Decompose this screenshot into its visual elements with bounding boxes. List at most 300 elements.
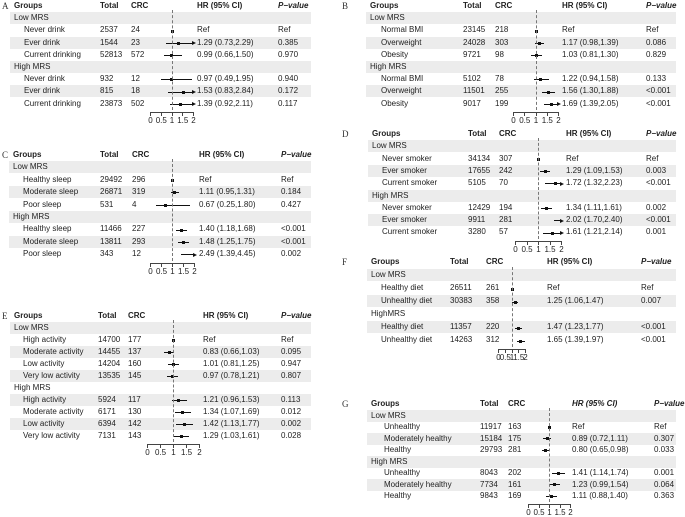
hr-value: Ref	[547, 283, 560, 292]
crc-value: 312	[486, 335, 500, 344]
hr-point	[177, 399, 180, 402]
axis-tick-label: 0	[148, 115, 153, 125]
group-header-row	[10, 322, 311, 334]
crc-value: 4	[132, 199, 137, 209]
hr-point	[547, 91, 550, 94]
arrow-right-icon	[192, 41, 196, 45]
crc-value: 303	[495, 37, 509, 47]
p-value: Ref	[281, 174, 294, 184]
row-label: Never drink	[24, 25, 65, 35]
p-value: 0.113	[281, 395, 301, 404]
crc-value: 78	[495, 74, 504, 84]
total-value: 52813	[100, 49, 123, 59]
table-row	[10, 334, 311, 346]
table-row	[366, 37, 676, 49]
axis-tick-label: 0	[145, 448, 150, 457]
total-value: 14700	[98, 335, 121, 344]
group-header-row	[367, 269, 676, 281]
axis-tick-label: 0	[511, 115, 516, 125]
row-label: Poor sleep	[23, 249, 62, 259]
table-row	[366, 98, 676, 110]
row-label: Normal BMI	[381, 25, 424, 35]
hr-point	[545, 207, 548, 210]
p-value: 0.002	[281, 419, 302, 428]
total-value: 11917	[480, 422, 502, 431]
axis-tick-label: 1.5	[541, 115, 553, 125]
header-row	[371, 398, 685, 410]
header-row	[371, 256, 680, 268]
crc-value: 307	[499, 153, 513, 163]
hr-point	[539, 78, 542, 81]
hr-value: 2.49 (1.39,4.45)	[199, 249, 256, 259]
hr-value: 1.17 (0.98,1.39)	[562, 37, 619, 47]
column-header-crc: CRC	[499, 129, 517, 138]
hr-value: 0.83 (0.66,1.03)	[203, 347, 260, 356]
p-value: 0.002	[281, 249, 302, 259]
p-value: 0.807	[281, 371, 302, 380]
p-value: <0.001	[646, 86, 671, 96]
ci-line	[161, 79, 192, 80]
hr-point	[519, 340, 522, 343]
column-header-p: P−value	[281, 150, 312, 159]
header-row	[13, 149, 315, 161]
row-label: Current smoker	[382, 178, 438, 188]
crc-value: 130	[128, 407, 142, 416]
crc-value: 57	[499, 227, 508, 237]
hr-value: 1.11 (0.95,1.31)	[199, 187, 255, 197]
total-value: 11501	[463, 86, 485, 96]
p-value: 0.829	[646, 49, 667, 59]
crc-value: 572	[131, 49, 145, 59]
reference-line	[549, 408, 550, 502]
hr-point	[180, 435, 183, 438]
hr-value: 1.29 (1.09,1.53)	[566, 165, 623, 175]
total-value: 14263	[450, 335, 473, 344]
group-header-row	[366, 12, 676, 24]
row-label: High activity	[23, 395, 67, 404]
total-value: 12429	[468, 202, 491, 212]
p-value: 0.003	[646, 165, 667, 175]
crc-value: 163	[508, 422, 522, 431]
p-value: 0.307	[654, 433, 675, 443]
p-value: 0.001	[654, 468, 675, 477]
arrow-right-icon	[557, 102, 561, 106]
axis-tick-label: 0	[526, 507, 531, 517]
column-header-crc: CRC	[128, 311, 146, 320]
crc-value: 12	[132, 249, 141, 259]
crc-value: 98	[495, 49, 504, 59]
group-label: Low MRS	[13, 162, 48, 172]
p-value: <0.001	[646, 98, 671, 108]
crc-value: 220	[486, 322, 500, 331]
total-value: 7734	[480, 479, 498, 489]
group-label: High MRS	[372, 190, 409, 200]
group-label: Low MRS	[370, 13, 405, 23]
column-header-hr: HR (95% CI)	[566, 129, 612, 138]
table-row	[368, 165, 676, 177]
row-label: Healthy	[384, 491, 412, 500]
total-value: 17655	[468, 165, 491, 175]
p-value: 0.947	[281, 359, 302, 368]
crc-value: 255	[495, 86, 509, 96]
hr-value: 1.42 (1.13,1.77)	[203, 419, 260, 428]
crc-value: 218	[495, 25, 509, 35]
table-row	[10, 98, 311, 110]
total-value: 14455	[98, 347, 121, 356]
table-row	[10, 406, 311, 418]
arrow-right-icon	[560, 231, 564, 235]
row-label: Moderate sleep	[23, 236, 79, 246]
hr-value: 1.23 (0.99,1.54)	[572, 479, 629, 489]
p-value: 0.184	[281, 187, 302, 197]
row-label: Very low activity	[23, 371, 80, 380]
column-header-groups: Groups	[14, 1, 43, 10]
axis-tick-label: 2	[192, 266, 197, 276]
group-label: Low MRS	[14, 323, 49, 332]
column-header-p: P−value	[281, 311, 312, 320]
axis-tick-label: 1.5	[513, 353, 525, 362]
hr-point	[550, 103, 553, 106]
total-value: 11357	[450, 322, 472, 331]
axis-tick-label: 1.5	[180, 448, 193, 457]
table-row	[367, 421, 676, 433]
group-header-row	[368, 190, 676, 202]
axis-tick-label: 2	[556, 115, 561, 125]
row-label: Unhealthy	[384, 468, 421, 477]
p-value: 0.001	[646, 227, 667, 237]
row-label: Ever drink	[24, 37, 61, 47]
total-value: 8043	[480, 468, 498, 477]
hr-point	[173, 191, 176, 194]
hr-value: 1.03 (0.81,1.30)	[562, 49, 619, 59]
table-row	[10, 346, 311, 358]
total-value: 13535	[98, 371, 121, 380]
group-header-row	[367, 456, 676, 468]
column-header-crc: CRC	[131, 1, 149, 10]
hr-value: 0.97 (0.49,1.95)	[197, 74, 254, 84]
group-header-row	[9, 161, 311, 173]
axis-tick-label: 1.5	[544, 244, 556, 254]
hr-point	[551, 232, 554, 235]
group-label: High MRS	[370, 62, 407, 71]
axis-tick-label: 1.5	[554, 507, 566, 517]
crc-value: 24	[131, 25, 140, 35]
table-row	[367, 490, 676, 502]
group-label: Low MRS	[14, 13, 49, 23]
reference-line	[172, 10, 173, 110]
row-label: Moderate sleep	[23, 187, 79, 197]
group-header-row	[9, 211, 311, 223]
crc-value: 293	[132, 236, 146, 246]
p-value: <0.001	[281, 224, 306, 234]
hr-value: 1.56 (1.30,1.88)	[562, 86, 619, 96]
row-label: Moderately healthy	[384, 433, 452, 443]
hr-value: 0.97 (0.78,1.21)	[203, 371, 260, 380]
total-value: 26511	[450, 283, 472, 292]
crc-value: 143	[128, 431, 142, 440]
axis-tick-label: 1	[509, 353, 515, 362]
column-header-total: Total	[480, 399, 499, 408]
hr-point	[164, 204, 167, 207]
total-value: 5924	[98, 395, 116, 404]
total-value: 3280	[468, 227, 486, 237]
total-value: 9843	[480, 491, 498, 500]
total-value: 9911	[468, 215, 486, 225]
table-row	[10, 394, 311, 406]
arrow-right-icon	[560, 219, 564, 223]
row-label: Never smoker	[382, 202, 432, 212]
column-header-groups: Groups	[14, 311, 43, 320]
hr-point	[557, 472, 560, 475]
p-value: 0.086	[646, 37, 667, 47]
group-label: HighMRS	[371, 309, 406, 318]
p-value: 0.012	[281, 407, 302, 416]
table-row	[10, 24, 311, 36]
row-label: Overweight	[381, 86, 422, 96]
hr-value: 1.69 (1.39,2.05)	[562, 98, 619, 108]
reference-line	[536, 10, 537, 110]
crc-value: 502	[131, 98, 145, 108]
column-header-total: Total	[100, 1, 119, 10]
total-value: 11466	[100, 224, 122, 234]
table-row	[367, 282, 676, 294]
column-header-p: P−value	[646, 129, 677, 138]
crc-value: 194	[499, 202, 513, 212]
total-value: 2537	[100, 25, 118, 35]
table-row	[9, 186, 311, 198]
crc-value: 145	[128, 371, 142, 380]
group-label: Low MRS	[371, 270, 406, 279]
panel-label: C	[2, 150, 9, 160]
header-row	[370, 0, 680, 12]
hr-value: Ref	[562, 25, 575, 35]
row-label: Ever drink	[24, 86, 61, 96]
group-header-row	[367, 410, 676, 422]
axis-tick-label: 1	[533, 115, 539, 125]
hr-point	[538, 42, 541, 45]
hr-point	[544, 170, 547, 173]
total-value: 30383	[450, 296, 473, 305]
row-label: Moderate activity	[23, 347, 84, 356]
row-label: Moderate activity	[23, 407, 84, 416]
hr-value: Ref	[566, 153, 579, 163]
hr-point	[182, 241, 185, 244]
row-label: Moderately healthy	[384, 479, 452, 489]
column-header-hr: HR (95% CI)	[199, 150, 245, 159]
column-header-hr: HR (95% CI)	[547, 257, 593, 266]
table-row	[367, 479, 676, 491]
total-value: 6171	[98, 407, 116, 416]
crc-value: 242	[499, 165, 513, 175]
crc-value: 358	[486, 296, 500, 305]
row-label: Healthy	[384, 445, 412, 454]
hr-point	[550, 495, 553, 498]
hr-value: 0.99 (0.66,1.50)	[197, 49, 254, 59]
column-header-total: Total	[450, 257, 469, 266]
panel-label: A	[2, 1, 9, 11]
group-label: High MRS	[14, 62, 51, 71]
group-label: Low MRS	[372, 141, 407, 151]
row-label: Healthy sleep	[23, 224, 72, 234]
row-label: Ever smoker	[382, 165, 427, 175]
p-value: <0.001	[641, 335, 666, 344]
hr-value: Ref	[199, 174, 212, 184]
axis-tick-label: 0.5	[499, 353, 511, 362]
crc-value: 281	[508, 445, 522, 454]
total-value: 15184	[480, 433, 503, 443]
table-row	[9, 248, 311, 260]
group-header-row	[367, 308, 676, 320]
column-header-p: P−value	[641, 257, 672, 266]
hr-point	[168, 351, 171, 354]
group-label: Low MRS	[371, 410, 406, 420]
hr-point	[180, 229, 183, 232]
p-value: 0.363	[654, 491, 675, 500]
total-value: 5105	[468, 178, 486, 188]
arrow-right-icon	[560, 182, 564, 186]
hr-value: Ref	[203, 335, 216, 344]
axis-tick-label: 2	[523, 353, 528, 362]
p-value: Ref	[281, 335, 294, 344]
table-row	[10, 418, 311, 430]
column-header-hr: HR (95% CI)	[562, 1, 608, 10]
table-row	[10, 370, 311, 382]
axis-tick-label: 0.5	[155, 266, 168, 276]
p-value: Ref	[278, 25, 291, 35]
table-row	[10, 85, 311, 97]
total-value: 14204	[98, 359, 121, 368]
p-value: <0.001	[281, 236, 306, 246]
hr-value: 1.34 (1.11,1.61)	[566, 202, 622, 212]
axis-tick-label: 1	[170, 266, 175, 276]
column-header-total: Total	[98, 311, 117, 320]
total-value: 7131	[98, 431, 116, 440]
total-value: 815	[100, 86, 114, 96]
row-label: Overweight	[381, 37, 422, 47]
crc-value: 142	[128, 419, 142, 428]
row-label: Unhealthy diet	[381, 296, 433, 305]
axis-tick-label: 0	[148, 266, 153, 276]
p-value: 0.002	[646, 202, 667, 212]
column-header-hr: HR (95% CI)	[203, 311, 249, 320]
total-value: 29793	[480, 445, 503, 454]
p-value: Ref	[654, 422, 667, 431]
axis-tick-label: 0.5	[155, 115, 167, 125]
p-value: Ref	[646, 25, 659, 35]
header-row	[14, 310, 315, 322]
axis-tick-label: 1	[547, 507, 552, 517]
total-value: 9017	[463, 98, 481, 108]
hr-value: 0.67 (0.25,1.80)	[199, 199, 256, 209]
p-value: 0.007	[641, 296, 662, 305]
column-header-p: P−value	[654, 399, 685, 408]
table-row	[367, 444, 676, 456]
reference-line	[512, 267, 513, 347]
hr-point	[179, 103, 182, 106]
column-header-groups: Groups	[370, 1, 399, 10]
group-header-row	[368, 140, 676, 152]
crc-value: 160	[128, 359, 142, 368]
row-label: Healthy sleep	[23, 174, 72, 184]
axis-tick-label: 1	[171, 448, 176, 457]
row-label: Healthy diet	[381, 283, 424, 292]
table-row	[10, 358, 311, 370]
hr-value: 1.22 (0.94,1.58)	[562, 74, 619, 84]
table-row	[366, 49, 676, 61]
ci-line	[181, 254, 194, 255]
crc-value: 199	[495, 98, 509, 108]
crc-value: 169	[508, 491, 522, 500]
row-label: Poor sleep	[23, 199, 62, 209]
crc-value: 202	[508, 468, 522, 477]
axis-tick-label: 0	[496, 353, 501, 362]
row-label: Current drinking	[24, 98, 81, 108]
row-label: Current drinking	[24, 49, 81, 59]
p-value: 0.940	[278, 74, 299, 84]
hr-value: Ref	[197, 25, 210, 35]
row-label: Ever smoker	[382, 215, 427, 225]
reference-line	[538, 138, 539, 238]
group-header-row	[10, 12, 311, 24]
total-value: 5102	[463, 74, 481, 84]
row-label: Low activity	[23, 359, 65, 368]
axis-tick-label: 0.5	[519, 115, 531, 125]
row-label: Unhealthy	[384, 422, 421, 431]
row-label: Current smoker	[382, 227, 438, 237]
row-label: High activity	[23, 335, 67, 344]
total-value: 531	[100, 199, 114, 209]
hr-value: 1.29 (0.73,2.29)	[197, 37, 254, 47]
hr-value: 1.48 (1.25,1.75)	[199, 236, 256, 246]
column-header-hr: HR (95% CI)	[572, 399, 618, 408]
crc-value: 12	[131, 74, 140, 84]
column-header-hr: HR (95% CI)	[197, 1, 243, 10]
group-header-row	[366, 61, 676, 73]
hr-value: 1.11 (0.88,1.40)	[572, 491, 628, 500]
total-value: 1544	[100, 37, 118, 47]
p-value: 0.033	[654, 445, 675, 454]
column-header-total: Total	[463, 1, 482, 10]
crc-value: 175	[508, 433, 522, 443]
total-value: 23873	[100, 98, 123, 108]
hr-value: 1.65 (1.39,1.97)	[547, 335, 604, 344]
crc-value: 137	[128, 347, 142, 356]
hr-value: 0.89 (0.72,1.11)	[572, 433, 628, 443]
panel-label: B	[342, 1, 349, 11]
table-row	[367, 433, 676, 445]
table-row	[368, 214, 676, 226]
table-row	[10, 430, 311, 442]
table-row	[366, 85, 676, 97]
group-label: High MRS	[371, 456, 408, 466]
hr-value: 1.47 (1.23,1.77)	[547, 322, 604, 331]
reference-line	[172, 159, 173, 260]
hr-point	[181, 411, 184, 414]
table-row	[368, 202, 676, 214]
row-label: Very low activity	[23, 431, 80, 440]
axis-tick-label: 1	[536, 244, 541, 254]
table-row	[366, 24, 676, 36]
axis-tick-label: 0.5	[154, 448, 167, 457]
row-label: Obesity	[381, 98, 409, 108]
column-header-groups: Groups	[371, 257, 400, 266]
column-header-p: P−value	[646, 1, 677, 10]
hr-point	[183, 423, 186, 426]
axis-tick-label: 2	[568, 507, 573, 517]
crc-value: 261	[486, 283, 500, 292]
hr-value: 0.80 (0.65,0.98)	[572, 445, 629, 454]
total-value: 23145	[463, 25, 486, 35]
